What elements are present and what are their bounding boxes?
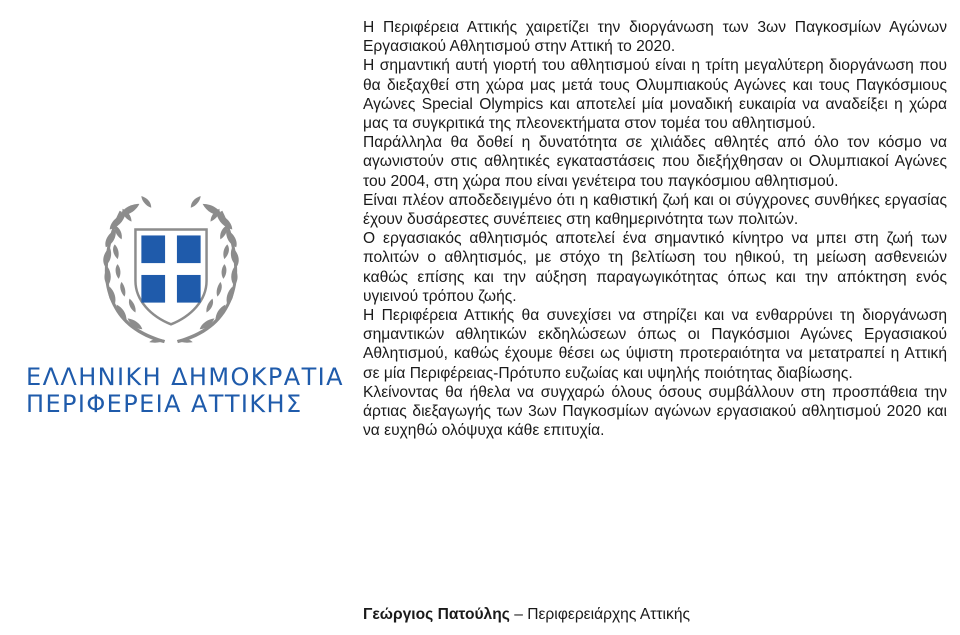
signatory-title: Περιφερειάρχης Αττικής	[527, 606, 691, 623]
organization-name	[26, 363, 344, 418]
signatory-name: Γεώργιος Πατούλης	[363, 606, 510, 623]
paragraph: Είναι πλέον αποδεδειγμένο ότι η καθιστική ζωή και οι σύγχρονες συνθήκες εργασίας έχουν δυσάρεστες συνέπειες στη καθημερινότητα των πολιτών.	[363, 191, 947, 229]
signature-line	[363, 605, 947, 624]
org-name-line-1: ΕΛΛΗΝΙΚΗ ΔΗΜΟΚΡΑΤΙΑ	[26, 363, 344, 391]
paragraph: Ο εργασιακός αθλητισμός αποτελεί ένα σημαντικό κίνητρο να μπει στη ζωή των πολιτών ο αθλητισμός, με στόχο τη βελτίωση του ηθικού, τη μείωση ασθενειών καθώς επίσης και την αύξηση παραγωγικότητας όπως και την απόκτηση ενός υγιεινού τρόπου ζωής.	[363, 230, 947, 305]
paragraph: Κλείνοντας θα ήθελα να συγχαρώ όλους όσους συμβάλλουν στη προσπάθεια την άρτιας διεξαγωγής των 3ων Παγκοσμίων αγώνων εργασιακού αθλητισμού 2020 και να ευχηθώ ολόψυχα κάθε επιτυχία.	[363, 383, 947, 440]
org-name-line-2: ΠΕΡΙΦΕΡΕΙΑ ΑΤΤΙΚΗΣ	[26, 390, 303, 418]
laurel-wreath-shield-icon	[92, 192, 250, 350]
paragraph: Η Περιφέρεια Αττικής θα συνεχίσει να στηρίζει και να ενθαρρύνει τη διοργάνωση σημαντικών αθλητικών εκδηλώσεων όπως οι Παγκόσμιοι Αγώνες Εργασιακού Αθλητισμού, καθώς έχουμε θέσει ως ύψιστη προτεραιότητα να μετατραπεί η Αττική σε μία Περιφέρειας-Πρότυπο ευζωίας και υψηλής ποιότητας διαβίωσης.	[363, 307, 947, 382]
paragraph: Παράλληλα θα δοθεί η δυνατότητα σε χιλιάδες αθλητές από όλο τον κόσμο να αγωνιστούν στις αθλητικές εγκαταστάσεις που διεξήχθησαν οι Ολυμπιακοί Αγώνες του 2004, στη χώρα που είναι γενέτειρα του παγκόσμιου αθλητισμού.	[363, 134, 947, 190]
paragraph: Η Περιφέρεια Αττικής χαιρετίζει την διοργάνωση των 3ων Παγκοσμίων Αγώνων Εργασιακού Αθλητισμού στην Αττική το 2020.	[363, 19, 947, 56]
letter-body	[363, 18, 947, 440]
greek-emblem-icon	[92, 192, 250, 350]
signature-separator: –	[509, 606, 528, 623]
paragraph: Η σημαντική αυτή γιορτή του αθλητισμού είναι η τρίτη μεγαλύτερη διοργάνωση που θα διεξαχθεί στη χώρα μας μετά τους Ολυμπιακούς Αγώνες και τους Παγκόσμιους Αγώνες Special Olympics και αποτελεί μία μοναδική ευκαιρία να αναδείξει η χώρα μας τα συγκριτικά της πλεονεκτήματα στον τομέα του αθλητισμού.	[363, 57, 947, 133]
